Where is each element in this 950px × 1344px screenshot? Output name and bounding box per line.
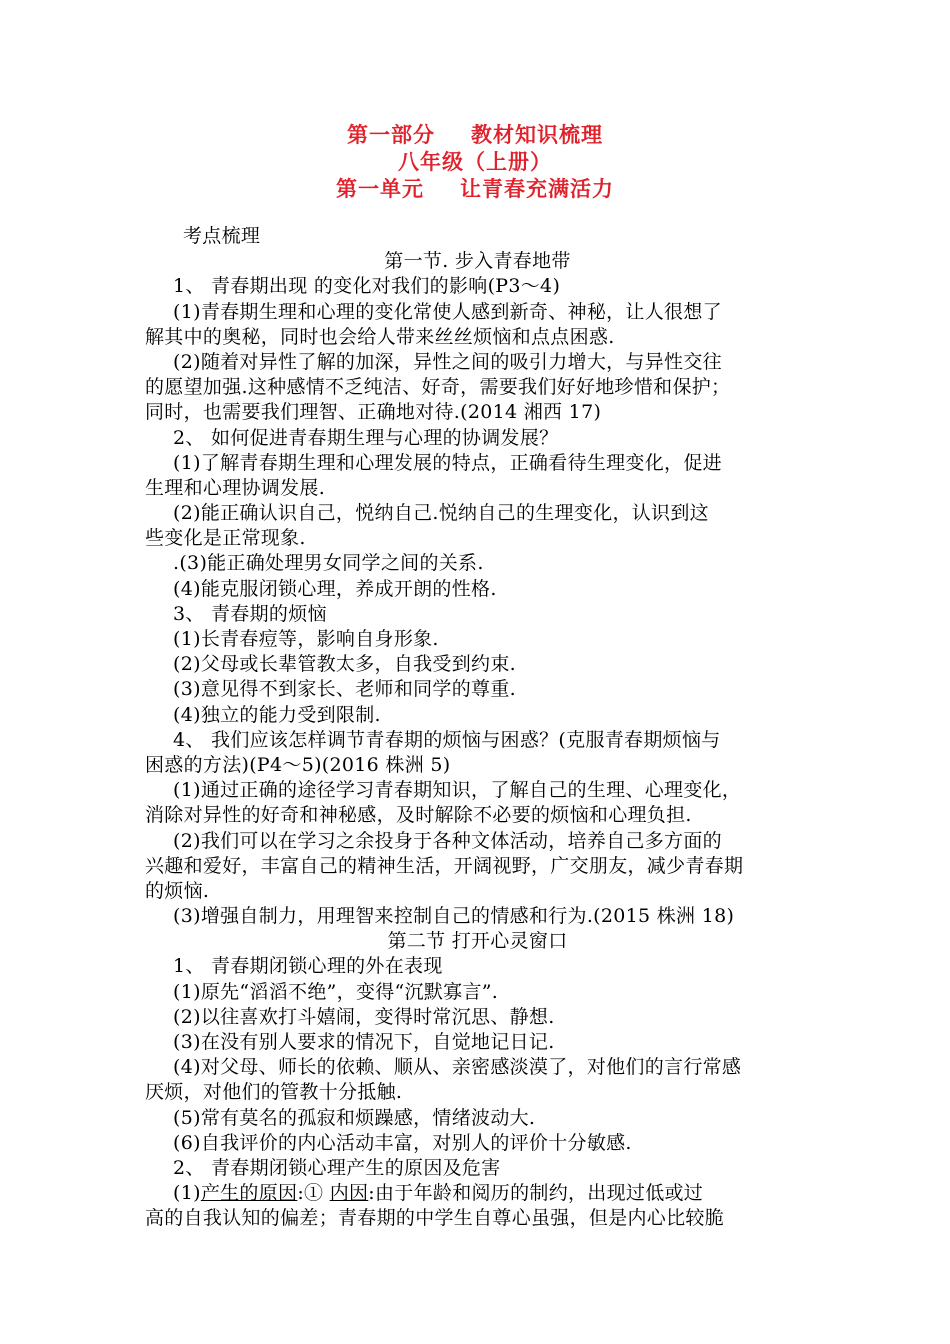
text-line: 兴趣和爱好，丰富自己的精神生活，开阔视野，广交朋友，减少青春期	[145, 854, 744, 877]
text-line: (4)对父母、师长的依赖、顺从、亲密感淡漠了，对他们的言行常感	[173, 1056, 742, 1079]
text-line: (5)常有莫名的孤寂和烦躁感，情绪波动大.	[173, 1106, 536, 1129]
section-heading: 考点梳理	[183, 225, 261, 247]
title-grade: 八年级（上册）	[398, 150, 552, 174]
text-line: 2、 青春期闭锁心理产生的原因及危害	[173, 1156, 501, 1179]
text-line: 困惑的方法)(P4～5)(2016 株洲 5)	[145, 753, 451, 776]
text-line: 4、 我们应该怎样调节青春期的烦恼与困惑？(克服青春期烦恼与	[173, 728, 721, 751]
text-line: 1、 青春期出现 的变化对我们的影响(P3～4)	[173, 275, 561, 298]
text-line: (1)原先“滔滔不绝”，变得“沉默寡言”.	[173, 980, 499, 1003]
text-line: (6)自我评价的内心活动丰富，对别人的评价十分敏感.	[173, 1131, 632, 1154]
title-part-label: 第一部分	[347, 123, 435, 147]
text-fragment: :由于年龄和阅历的制约，出现过低或过	[368, 1182, 704, 1205]
text-line: (1)长青春痘等，影响自身形象.	[173, 628, 439, 650]
text-line: (1)了解青春期生理和心理发展的特点，正确看待生理变化，促进	[173, 451, 722, 474]
text-line: 高的自我认知的偏差；青春期的中学生自尊心虽强，但是内心比较脆	[145, 1207, 725, 1230]
text-line: (2)以往喜欢打斗嬉闹，变得时常沉思、静想.	[173, 1005, 555, 1028]
title-unit-name: 让青春充满活力	[460, 177, 614, 201]
underlined-term: 内因	[329, 1182, 369, 1205]
title-unit	[0, 176, 950, 203]
section-title: 第二节 打开心灵窗口	[387, 930, 568, 953]
text-line: 3、 青春期的烦恼	[173, 602, 327, 625]
text-line: (3)增强自制力，用理智来控制自己的情感和行为.(2015 株洲 18)	[173, 905, 735, 928]
section-title: 第一节. 步入青春地带	[384, 250, 571, 273]
text-line: (2)父母或长辈管教太多，自我受到约束.	[173, 653, 516, 676]
text-line: 的烦恼.	[145, 879, 210, 902]
title-part-name: 教材知识梳理	[471, 123, 603, 147]
document-body	[145, 224, 810, 1232]
text-line: 些变化是正常现象.	[145, 527, 306, 550]
text-line: (3)意见得不到家长、老师和同学的尊重.	[173, 678, 516, 701]
title-block	[0, 122, 950, 203]
text-line: 2、 如何促进青春期生理与心理的协调发展？	[173, 426, 559, 449]
underlined-term: 产生的原因	[200, 1182, 298, 1205]
text-line: 1、 青春期闭锁心理的外在表现	[173, 955, 443, 978]
text-line: (1)青春期生理和心理的变化常使人感到新奇、神秘，让人很想了	[173, 300, 722, 323]
text-line: (4)能克服闭锁心理，养成开朗的性格.	[173, 577, 497, 600]
title-part	[0, 122, 950, 149]
text-line	[145, 1181, 810, 1206]
text-line: 厌烦，对他们的管教十分抵触.	[145, 1081, 403, 1104]
text-line: (1)通过正确的途径学习青春期知识，了解自己的生理、心理变化，	[173, 779, 742, 802]
item-number: (1)	[173, 1182, 201, 1205]
title-unit-label: 第一单元	[336, 177, 424, 201]
text-line: (2)随着对异性了解的加深，异性之间的吸引力增大，与异性交往	[173, 350, 722, 373]
separator: :①	[297, 1182, 330, 1205]
text-line: .(3)能正确处理男女同学之间的关系.	[173, 552, 484, 575]
text-line: (2)我们可以在学习之余投身于各种文体活动，培养自己多方面的	[173, 829, 722, 852]
text-line: 同时，也需要我们理智、正确地对待.(2014 湘西 17)	[145, 401, 602, 424]
text-line: 消除对异性的好奇和神秘感，及时解除不必要的烦恼和心理负担.	[145, 804, 692, 827]
text-line: 解其中的奥秘，同时也会给人带来丝丝烦恼和点点困惑.	[145, 325, 615, 348]
text-line: 生理和心理协调发展.	[145, 476, 326, 499]
text-line: 的愿望加强.这种感情不乏纯洁、好奇，需要我们好好地珍惜和保护；	[145, 376, 731, 399]
text-line: (2)能正确认识自己，悦纳自己.悦纳自己的生理变化，认识到这	[173, 502, 709, 525]
text-line: (3)在没有别人要求的情况下，自觉地记日记.	[173, 1031, 555, 1053]
text-line: (4)独立的能力受到限制.	[173, 703, 381, 726]
